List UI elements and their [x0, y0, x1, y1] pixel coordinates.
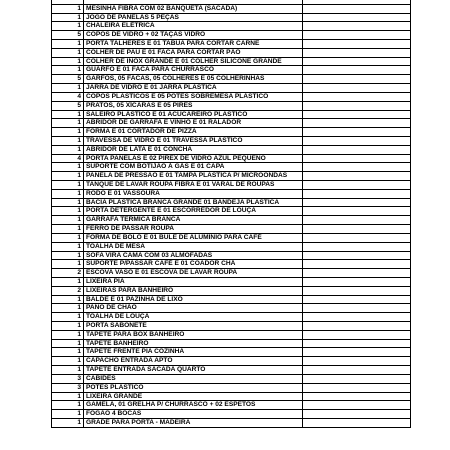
- table-row: [52, 154, 411, 163]
- table-row: [52, 374, 411, 383]
- item-description-cell: JOGO DE PANELAS 5 PEÇAS: [84, 13, 303, 22]
- table-row: [52, 260, 411, 269]
- table-row: [52, 269, 411, 278]
- quantity-cell: 1: [52, 136, 84, 145]
- empty-cell: [303, 260, 411, 269]
- item-description-cell: ESCOVA VASO E 01 ESCOVA DE LAVAR ROUPA: [84, 269, 303, 278]
- empty-cell: [303, 216, 411, 225]
- item-description-cell: LIXEIRA PIA: [84, 277, 303, 286]
- empty-cell: [303, 242, 411, 251]
- empty-cell: [303, 172, 411, 181]
- quantity-cell: 1: [52, 216, 84, 225]
- table-row: [52, 330, 411, 339]
- item-description-cell: RODO E 01 VASSOURA: [84, 189, 303, 198]
- item-description-cell: BACIA PLASTICA BRANCA GRANDE 01 BANDEJA PLASTICA: [84, 198, 303, 207]
- empty-cell: [303, 198, 411, 207]
- item-description-cell: COPOS DE VIDRO + 02 TAÇAS VIDRO: [84, 31, 303, 40]
- empty-cell: [303, 251, 411, 260]
- empty-cell: [303, 101, 411, 110]
- quantity-cell: 3: [52, 383, 84, 392]
- table-row: [52, 339, 411, 348]
- quantity-cell: 1: [52, 313, 84, 322]
- table-row: [52, 242, 411, 251]
- quantity-cell: 1: [52, 225, 84, 234]
- item-description-cell: PORTA DETERGENTE E 01 ESCORREDOR DE LOUÇA: [84, 207, 303, 216]
- empty-cell: [303, 207, 411, 216]
- item-description-cell: ABRIDOR DE GARRAFA E VINHO E 01 RALADOR: [84, 119, 303, 128]
- table-row: [52, 216, 411, 225]
- item-description-cell: GARFOS, 05 FACAS, 05 COLHERES E 05 COLHERINHAS: [84, 75, 303, 84]
- quantity-cell: 1: [52, 401, 84, 410]
- item-description-cell: ABRIDOR DE LATA E 01 CONCHA: [84, 145, 303, 154]
- quantity-cell: 2: [52, 269, 84, 278]
- item-description-cell: SALEIRO PLASTICO E 01 ACUCAREIRO PLASTICO: [84, 110, 303, 119]
- quantity-cell: 1: [52, 4, 84, 13]
- quantity-cell: 1: [52, 57, 84, 66]
- table-row: [52, 31, 411, 40]
- item-description-cell: TRAVESSA DE VIDRO E 01 TRAVESSA PLASTICO: [84, 136, 303, 145]
- table-row: [52, 233, 411, 242]
- table-row: [52, 348, 411, 357]
- table-row: [52, 163, 411, 172]
- quantity-cell: 1: [52, 145, 84, 154]
- quantity-cell: 1: [52, 260, 84, 269]
- empty-cell: [303, 410, 411, 419]
- table-row: [52, 110, 411, 119]
- table-row: [52, 22, 411, 31]
- quantity-cell: 1: [52, 198, 84, 207]
- table-row: [52, 92, 411, 101]
- item-description-cell: TAPETE PARA BOX BANHEIRO: [84, 330, 303, 339]
- item-description-cell: COLHER DE PAU E 01 FACA PARA CORTAR PÃO: [84, 48, 303, 57]
- quantity-cell: 1: [52, 251, 84, 260]
- table-row: [52, 172, 411, 181]
- empty-cell: [303, 374, 411, 383]
- empty-cell: [303, 84, 411, 93]
- empty-cell: [303, 75, 411, 84]
- empty-cell: [303, 154, 411, 163]
- table-row: [52, 66, 411, 75]
- item-description-cell: TAPETE FRENTE PIA COZINHA: [84, 348, 303, 357]
- item-description-cell: PORTA TALHERES E 01 TABUA PARA CORTAR CARNE: [84, 40, 303, 49]
- quantity-cell: 1: [52, 48, 84, 57]
- quantity-cell: 1: [52, 295, 84, 304]
- item-description-cell: TANQUE DE LAVAR ROUPA FIBRA E 01 VARAL DE ROUPAS: [84, 181, 303, 190]
- empty-cell: [303, 383, 411, 392]
- table-row: [52, 322, 411, 331]
- table-row: [52, 251, 411, 260]
- empty-cell: [303, 392, 411, 401]
- quantity-cell: 1: [52, 418, 84, 427]
- item-description-cell: TOALHA DE MESA: [84, 242, 303, 251]
- item-description-cell: CAPACHO ENTRADA APTO: [84, 357, 303, 366]
- quantity-cell: 1: [52, 366, 84, 375]
- item-description-cell: GAMELA, 01 GRELHA P/ CHURRASCO + 02 ESPETOS: [84, 401, 303, 410]
- empty-cell: [303, 277, 411, 286]
- item-description-cell: COLHER DE INOX GRANDE E 01 COLHER SILICONE GRANDE: [84, 57, 303, 66]
- quantity-cell: 5: [52, 101, 84, 110]
- empty-cell: [303, 40, 411, 49]
- quantity-cell: 1: [52, 348, 84, 357]
- quantity-cell: 5: [52, 31, 84, 40]
- empty-cell: [303, 13, 411, 22]
- table-row: [52, 392, 411, 401]
- quantity-cell: 1: [52, 66, 84, 75]
- empty-cell: [303, 4, 411, 13]
- table-row: [52, 383, 411, 392]
- empty-cell: [303, 145, 411, 154]
- item-description-cell: LIXEIRAS PARA BANHEIRO: [84, 286, 303, 295]
- empty-cell: [303, 128, 411, 137]
- empty-cell: [303, 57, 411, 66]
- table-row: [52, 48, 411, 57]
- empty-cell: [303, 92, 411, 101]
- empty-cell: [303, 339, 411, 348]
- quantity-cell: 4: [52, 92, 84, 101]
- item-description-cell: FOGÃO 4 BOCAS: [84, 410, 303, 419]
- quantity-cell: 1: [52, 392, 84, 401]
- quantity-cell: 1: [52, 339, 84, 348]
- empty-cell: [303, 48, 411, 57]
- quantity-cell: 1: [52, 277, 84, 286]
- table-row: [52, 357, 411, 366]
- table-row: [52, 366, 411, 375]
- item-description-cell: PRATOS, 05 XÍCARAS E 05 PIRES: [84, 101, 303, 110]
- empty-cell: [303, 418, 411, 427]
- quantity-cell: 1: [52, 207, 84, 216]
- quantity-cell: 1: [52, 189, 84, 198]
- quantity-cell: 1: [52, 242, 84, 251]
- table-row: [52, 13, 411, 22]
- table-row: [52, 207, 411, 216]
- inventory-table: [51, 0, 411, 428]
- empty-cell: [303, 66, 411, 75]
- table-row: [52, 128, 411, 137]
- table-row: [52, 145, 411, 154]
- table-row: [52, 401, 411, 410]
- quantity-cell: 1: [52, 22, 84, 31]
- item-description-cell: POTES PLASTICO: [84, 383, 303, 392]
- empty-cell: [303, 401, 411, 410]
- item-description-cell: GUARFO E 01 FACA PARA CHURRASCO: [84, 66, 303, 75]
- quantity-cell: 1: [52, 304, 84, 313]
- quantity-cell: 1: [52, 40, 84, 49]
- empty-cell: [303, 136, 411, 145]
- item-description-cell: COPOS PLASTICOS E 05 POTES SOBREMESA PLASTICO: [84, 92, 303, 101]
- quantity-cell: 1: [52, 410, 84, 419]
- table-row: [52, 57, 411, 66]
- quantity-cell: 1: [52, 119, 84, 128]
- table-row: [52, 181, 411, 190]
- quantity-cell: 1: [52, 110, 84, 119]
- empty-cell: [303, 110, 411, 119]
- empty-cell: [303, 22, 411, 31]
- empty-cell: [303, 330, 411, 339]
- item-description-cell: BALDE E 01 PAZINHA DE LIXO: [84, 295, 303, 304]
- empty-cell: [303, 304, 411, 313]
- table-row: [52, 295, 411, 304]
- empty-cell: [303, 295, 411, 304]
- item-description-cell: TOALHA DE LOUÇA: [84, 313, 303, 322]
- empty-cell: [303, 119, 411, 128]
- item-description-cell: FERRO DE PASSAR ROUPA: [84, 225, 303, 234]
- quantity-cell: 1: [52, 84, 84, 93]
- table-row: [52, 119, 411, 128]
- empty-cell: [303, 366, 411, 375]
- empty-cell: [303, 313, 411, 322]
- empty-cell: [303, 233, 411, 242]
- empty-cell: [303, 322, 411, 331]
- quantity-cell: 1: [52, 163, 84, 172]
- table-row: [52, 225, 411, 234]
- table-row: [52, 286, 411, 295]
- item-description-cell: SOFA VIRA CAMA COM 03 ALMOFADAS: [84, 251, 303, 260]
- table-row: [52, 313, 411, 322]
- quantity-cell: 3: [52, 374, 84, 383]
- table-row: [52, 189, 411, 198]
- quantity-cell: 1: [52, 13, 84, 22]
- table-row: [52, 198, 411, 207]
- item-description-cell: FORMA E 01 CORTADOR DE PIZZA: [84, 128, 303, 137]
- empty-cell: [303, 163, 411, 172]
- item-description-cell: PORTA SABONETE: [84, 322, 303, 331]
- quantity-cell: 1: [52, 128, 84, 137]
- quantity-cell: 2: [52, 286, 84, 295]
- quantity-cell: 1: [52, 330, 84, 339]
- table-row: [52, 410, 411, 419]
- item-description-cell: GRADE PARA PORTA - MADEIRA: [84, 418, 303, 427]
- item-description-cell: PORTA PANELAS E 02 PIREX DE VIDRO AZUL PEQUENO: [84, 154, 303, 163]
- inventory-table-body: [52, 0, 411, 427]
- quantity-cell: 1: [52, 233, 84, 242]
- empty-cell: [303, 225, 411, 234]
- table-row: [52, 136, 411, 145]
- table-row: [52, 277, 411, 286]
- empty-cell: [303, 357, 411, 366]
- item-description-cell: SUPORTE P/PASSAR CAFÉ E 01 COADOR CHÁ: [84, 260, 303, 269]
- empty-cell: [303, 181, 411, 190]
- table-row: [52, 101, 411, 110]
- item-description-cell: PANO DE CHÃO: [84, 304, 303, 313]
- quantity-cell: 1: [52, 357, 84, 366]
- table-row: [52, 418, 411, 427]
- item-description-cell: SUPORTE COM BOTIJÃO Á GÁS E 01 CAPA: [84, 163, 303, 172]
- empty-cell: [303, 269, 411, 278]
- item-description-cell: MESINHA FIBRA COM 02 BANQUETA (SACADA): [84, 4, 303, 13]
- item-description-cell: JARRA DE VIDRO E 01 JARRA PLASTICA: [84, 84, 303, 93]
- empty-cell: [303, 286, 411, 295]
- item-description-cell: CHALEIRA ELÉTRICA: [84, 22, 303, 31]
- empty-cell: [303, 189, 411, 198]
- table-row: [52, 304, 411, 313]
- quantity-cell: 5: [52, 75, 84, 84]
- item-description-cell: GARRAFA TERMICA BRANCA: [84, 216, 303, 225]
- quantity-cell: 1: [52, 181, 84, 190]
- item-description-cell: CABIDES: [84, 374, 303, 383]
- quantity-cell: 1: [52, 322, 84, 331]
- table-row: [52, 4, 411, 13]
- empty-cell: [303, 31, 411, 40]
- table-row: [52, 84, 411, 93]
- item-description-cell: LIXEIRA GRANDE: [84, 392, 303, 401]
- item-description-cell: TAPETE ENTRADA SACADA QUARTO: [84, 366, 303, 375]
- table-row: [52, 75, 411, 84]
- quantity-cell: 4: [52, 154, 84, 163]
- table-row: [52, 40, 411, 49]
- empty-cell: [303, 348, 411, 357]
- item-description-cell: TAPETE BANHEIRO: [84, 339, 303, 348]
- item-description-cell: FORMA DE BOLO E 01 BULE DE ALUMINIO PARA CAFÉ: [84, 233, 303, 242]
- quantity-cell: 1: [52, 172, 84, 181]
- item-description-cell: PANELA DE PRESSÃO E 01 TAMPA PLASTICA P/ MICROONDAS: [84, 172, 303, 181]
